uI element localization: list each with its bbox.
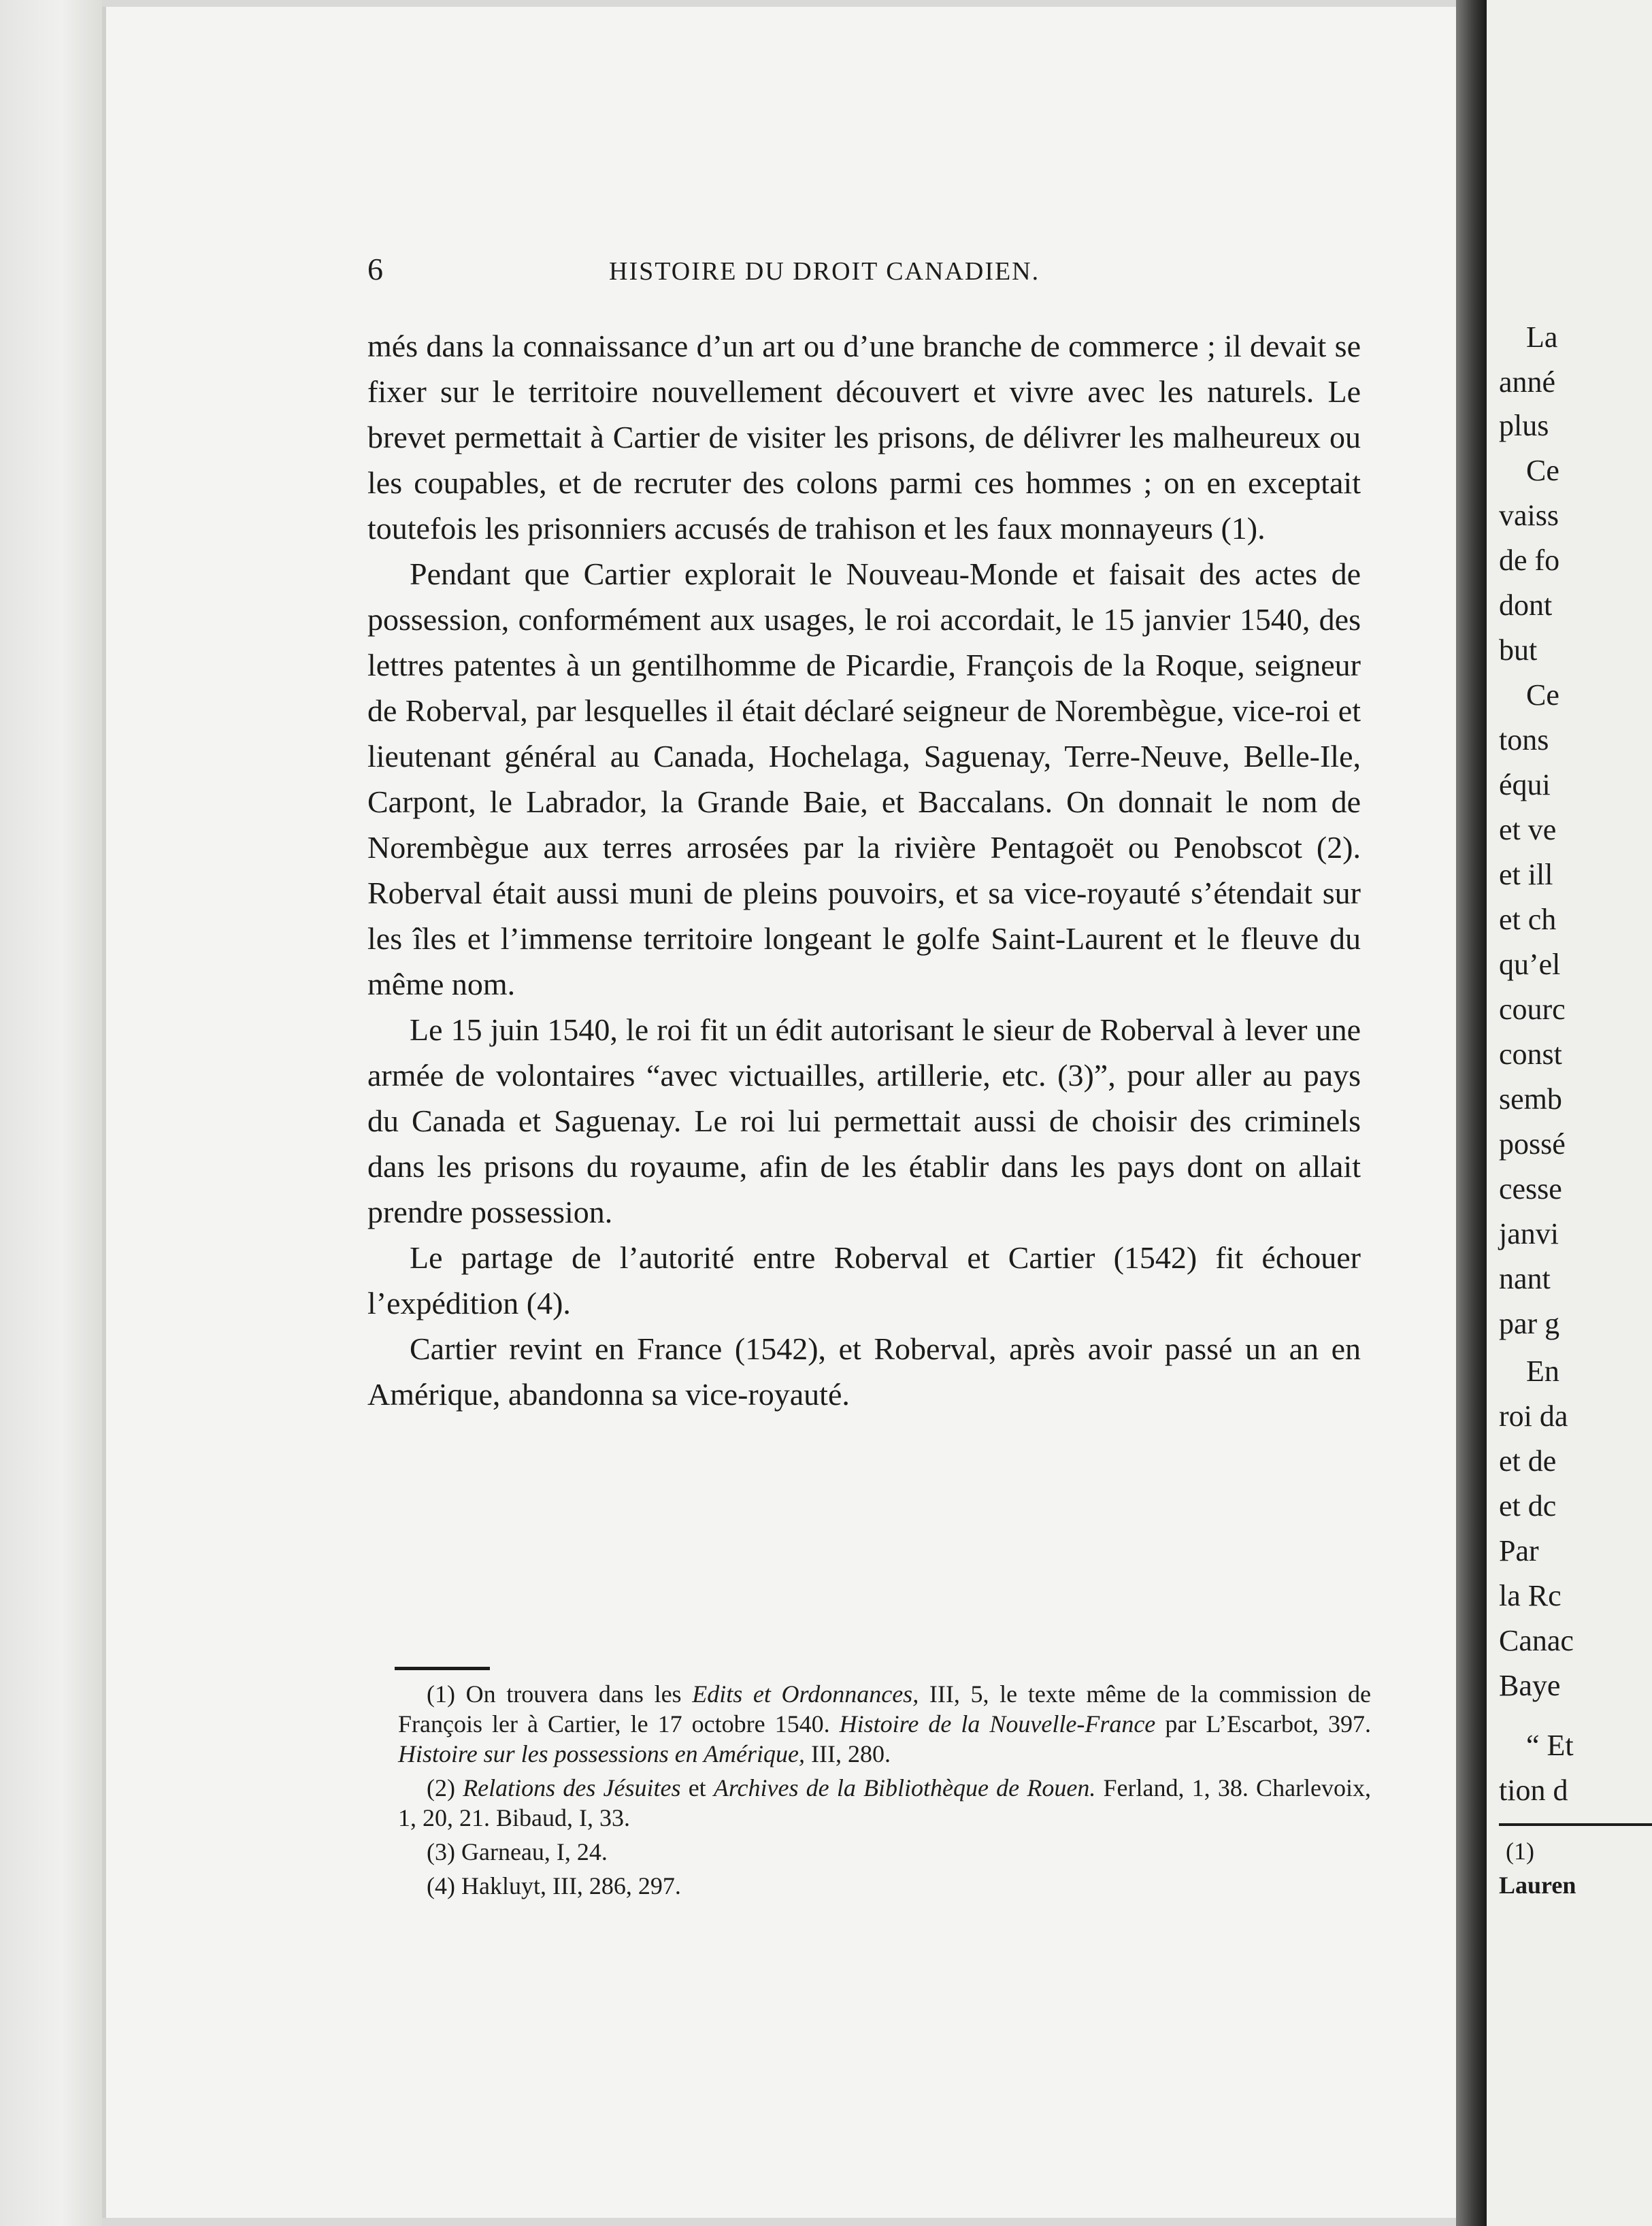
facing-page-footnote-line: Lauren [1499,1872,1576,1899]
footnote-text: III, 5, le texte même de la commission de François ler à Cartier, le 17 octobre 1540. [398,1680,1372,1738]
facing-page-line: Par [1499,1534,1539,1567]
facing-page-line: possé [1499,1127,1566,1161]
footnote-3 [398,1837,1371,1867]
facing-page-line: par g [1499,1307,1560,1340]
footnote-text: Ferland, 1, 38. Charlevoix, 1, 20, 21. Bibaud, I, 33. [398,1774,1372,1831]
facing-page-footnote-line: (1) [1506,1838,1534,1865]
facing-page-line: plus [1499,409,1549,442]
page-number: 6 [367,252,383,286]
footnote-rule [395,1667,490,1670]
book-edge-left [0,0,102,2226]
facing-page-line: “ Et [1526,1729,1574,1762]
footnote-number: (1) [427,1680,455,1708]
footnote-number: (2) [427,1774,455,1801]
footnote-text: III, 280. [805,1740,891,1767]
facing-page-line: vaiss [1499,499,1559,532]
facing-page-line: janvi [1499,1217,1559,1250]
facing-page-line: En [1526,1355,1559,1388]
footnote-title: Edits et Ordonnances, [692,1680,919,1708]
facing-page-line: cesse [1499,1172,1562,1206]
facing-page-line: tons [1499,723,1549,757]
footnote-1 [398,1679,1371,1769]
footnote-title: Histoire sur les possessions en Amérique, [398,1740,805,1767]
footnote-text: et [680,1774,714,1801]
footnote-2 [398,1773,1371,1833]
facing-page-line: et dc [1499,1489,1557,1523]
facing-page-line: Canac [1499,1624,1574,1657]
body-text [367,323,1361,1417]
facing-page-line: dont [1499,588,1553,622]
paragraph: més dans la connaissance d’un art ou d’une branche de commerce ; il devait se fixer sur le territoire nouvellement découvert et vivre avec les naturels. Le brevet permettait à Cartier de visiter les prisons, de délivrer les malheureux ou les coupables, et de recruter des colons parmi ces hommes ; on en exceptait toutefois les prisonniers accusés de trahison et les faux monnayeurs (1). [367,329,1361,546]
footnote-title: Relations des Jésuites [463,1774,681,1801]
facing-page-line: et ch [1499,903,1557,936]
footnote-title: Histoire de la Nouvelle-France [839,1710,1156,1738]
footnote-text: Hakluyt, III, 286, 297. [461,1872,681,1899]
footnote-4 [398,1871,1371,1901]
facing-page-line: but [1499,633,1538,667]
footnote-text: par L’Escarbot, 397. [1155,1710,1371,1738]
facing-page-line: qu’el [1499,948,1561,981]
footnote-text: Garneau, I, 24. [461,1838,608,1865]
facing-page-line: et ve [1499,813,1557,846]
facing-page-line: const [1499,1037,1562,1071]
facing-page-line: courc [1499,993,1566,1026]
running-title: HISTOIRE DU DROIT CANADIEN. [609,257,1040,286]
paragraph: Le partage de l’autorité entre Roberval et Cartier (1542) fit échouer l’expédition (4). [367,1240,1361,1320]
facing-page [1487,0,1652,2226]
book-spine-shadow [1456,0,1487,2226]
facing-page-line: de fo [1499,544,1560,577]
facing-footnote-rule [1499,1823,1652,1826]
facing-page-line: tion d [1499,1774,1568,1807]
facing-page-line: La [1526,320,1558,354]
facing-page-line: Baye [1499,1669,1561,1702]
page-header [367,248,1361,296]
facing-page-line: roi da [1499,1399,1568,1433]
footnotes [398,1679,1371,1905]
footnote-number: (4) [427,1872,455,1899]
facing-page-line: nant [1499,1262,1551,1295]
facing-page-line: semb [1499,1082,1562,1116]
facing-page-line: équi [1499,768,1551,801]
facing-page-line: anné [1499,365,1556,399]
facing-page-line: Ce [1526,678,1559,712]
facing-page-line: et ill [1499,858,1553,891]
footnote-text: On trouvera dans les [465,1680,693,1708]
paragraph: Cartier revint en France (1542), et Roberval, après avoir passé un an en Amérique, abandonna sa vice-royauté. [367,1331,1361,1412]
facing-page-line: Ce [1526,454,1559,487]
facing-page-line: et de [1499,1444,1557,1478]
facing-page-line: la Rc [1499,1579,1562,1612]
paragraph: Le 15 juin 1540, le roi fit un édit autorisant le sieur de Roberval à lever une armée de volontaires “avec victuailles, artillerie, etc. (3)”, pour aller au pays du Canada et Saguenay. Le roi lui permettait aussi de choisir des criminels dans les prisons du royaume, afin de les établir dans les pays dont on allait prendre possession. [367,1012,1361,1229]
paragraph: Pendant que Cartier explorait le Nouveau-Monde et faisait des actes de possession, conformément aux usages, le roi accordait, le 15 janvier 1540, des lettres patentes à un gentilhomme de Picardie, François de la Roque, seigneur de Roberval, par lesquelles il était déclaré seigneur de Norembègue, vice-roi et lieutenant général au Canada, Hochelaga, Saguenay, Terre-Neuve, Belle-Ile, Carpont, le Labrador, la Grande Baie, et Baccalans. On donnait le nom de Norembègue aux terres arrosées par la rivière Pentagoët ou Penobscot (2). Roberval était aussi muni de pleins pouvoirs, et sa vice-royauté s’étendait sur les îles et l’immense territoire longeant le golfe Saint-Laurent et le fleuve du même nom. [367,556,1361,1001]
footnote-title: Archives de la Bibliothèque de Rouen. [713,1774,1096,1801]
footnote-number: (3) [427,1838,455,1865]
